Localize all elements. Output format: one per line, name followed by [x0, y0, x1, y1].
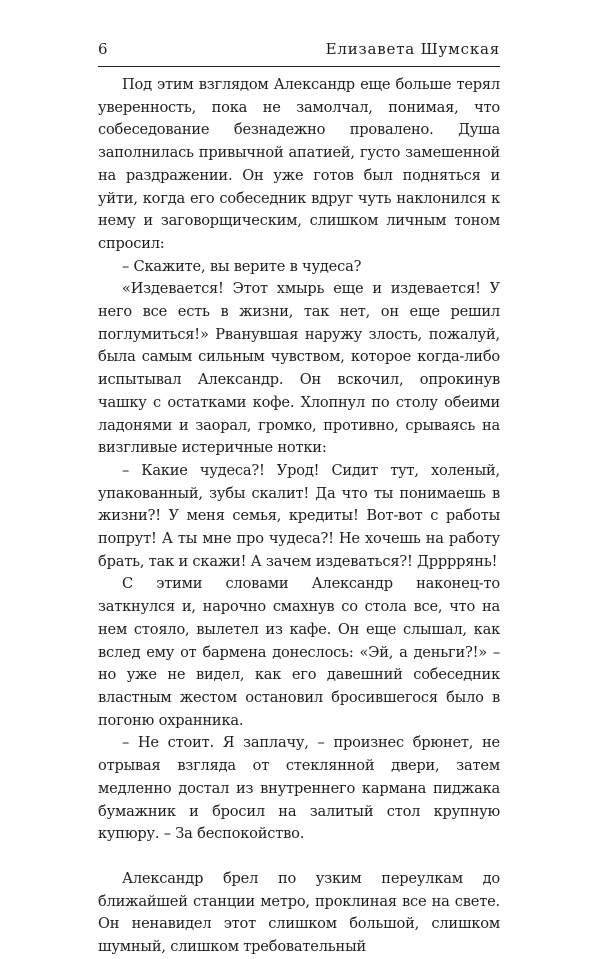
paragraph: – Не стоит. Я заплачу, – произнес брюнет, не отрывая взгляда от стеклянной двери, затем медленно достал из внутреннего кармана пиджака бумажник и бросил на залитый стол крупную купюру. – За беспокойство. — [98, 734, 500, 843]
author-name: Елизавета Шумская — [325, 40, 500, 58]
page-number: 6 — [98, 40, 109, 58]
body-text — [98, 74, 500, 959]
paragraph: Под этим взглядом Александр еще больше терял уверенность, пока не замолчал, понимая, что собеседование безнадежно провалено. Душа заполнилась привычной апатией, густо замешенной на раздражении. Он уже готов был подняться и уйти, когда его собеседник вдруг чуть наклонился к нему и заговорщическим, слишком личным тоном спросил: — [98, 76, 500, 252]
header-rule — [98, 66, 500, 67]
running-head — [98, 40, 500, 62]
paragraph: С этими словами Александр наконец-то заткнулся и, нарочно смахнув со стола все, что на нем стояло, вылетел из кафе. Он еще слышал, как вслед ему от бармена донеслось: «Эй, а деньги?!» – но уже не видел, как его давешний собеседник властным жестом остановил бросившегося было в погоню охранника. — [98, 575, 500, 729]
paragraph: – Какие чудеса?! Урод! Сидит тут, холеный, упакованный, зубы скалит! Да что ты понимаешь в жизни?! У меня семья, кредиты! Вот-вот с работы попрут! А ты мне про чудеса?! Не хочешь на работу брать, так и скажи! А зачем издеваться?! Дррррянь! — [98, 461, 500, 570]
paragraph: Александр брел по узким переулкам до ближайшей станции метро, проклиная все на свете. Он ненавидел этот слишком большой, слишком шумный, слишком требовательный — [98, 869, 500, 956]
paragraph: – Скажите, вы верите в чудеса? — [122, 257, 362, 275]
paragraph: «Издевается! Этот хмырь еще и издевается! У него все есть в жизни, так нет, он еще решил поглумиться!» Рванувшая наружу злость, пожалуй, была самым сильным чувством, которое когда-либо испытывал Александр. Он вскочил, опрокинув чашку с остатками кофе. Хлопнул по столу обеими ладонями и заорал, громко, противно, срываясь на визгливые истеричные нотки: — [98, 280, 500, 457]
